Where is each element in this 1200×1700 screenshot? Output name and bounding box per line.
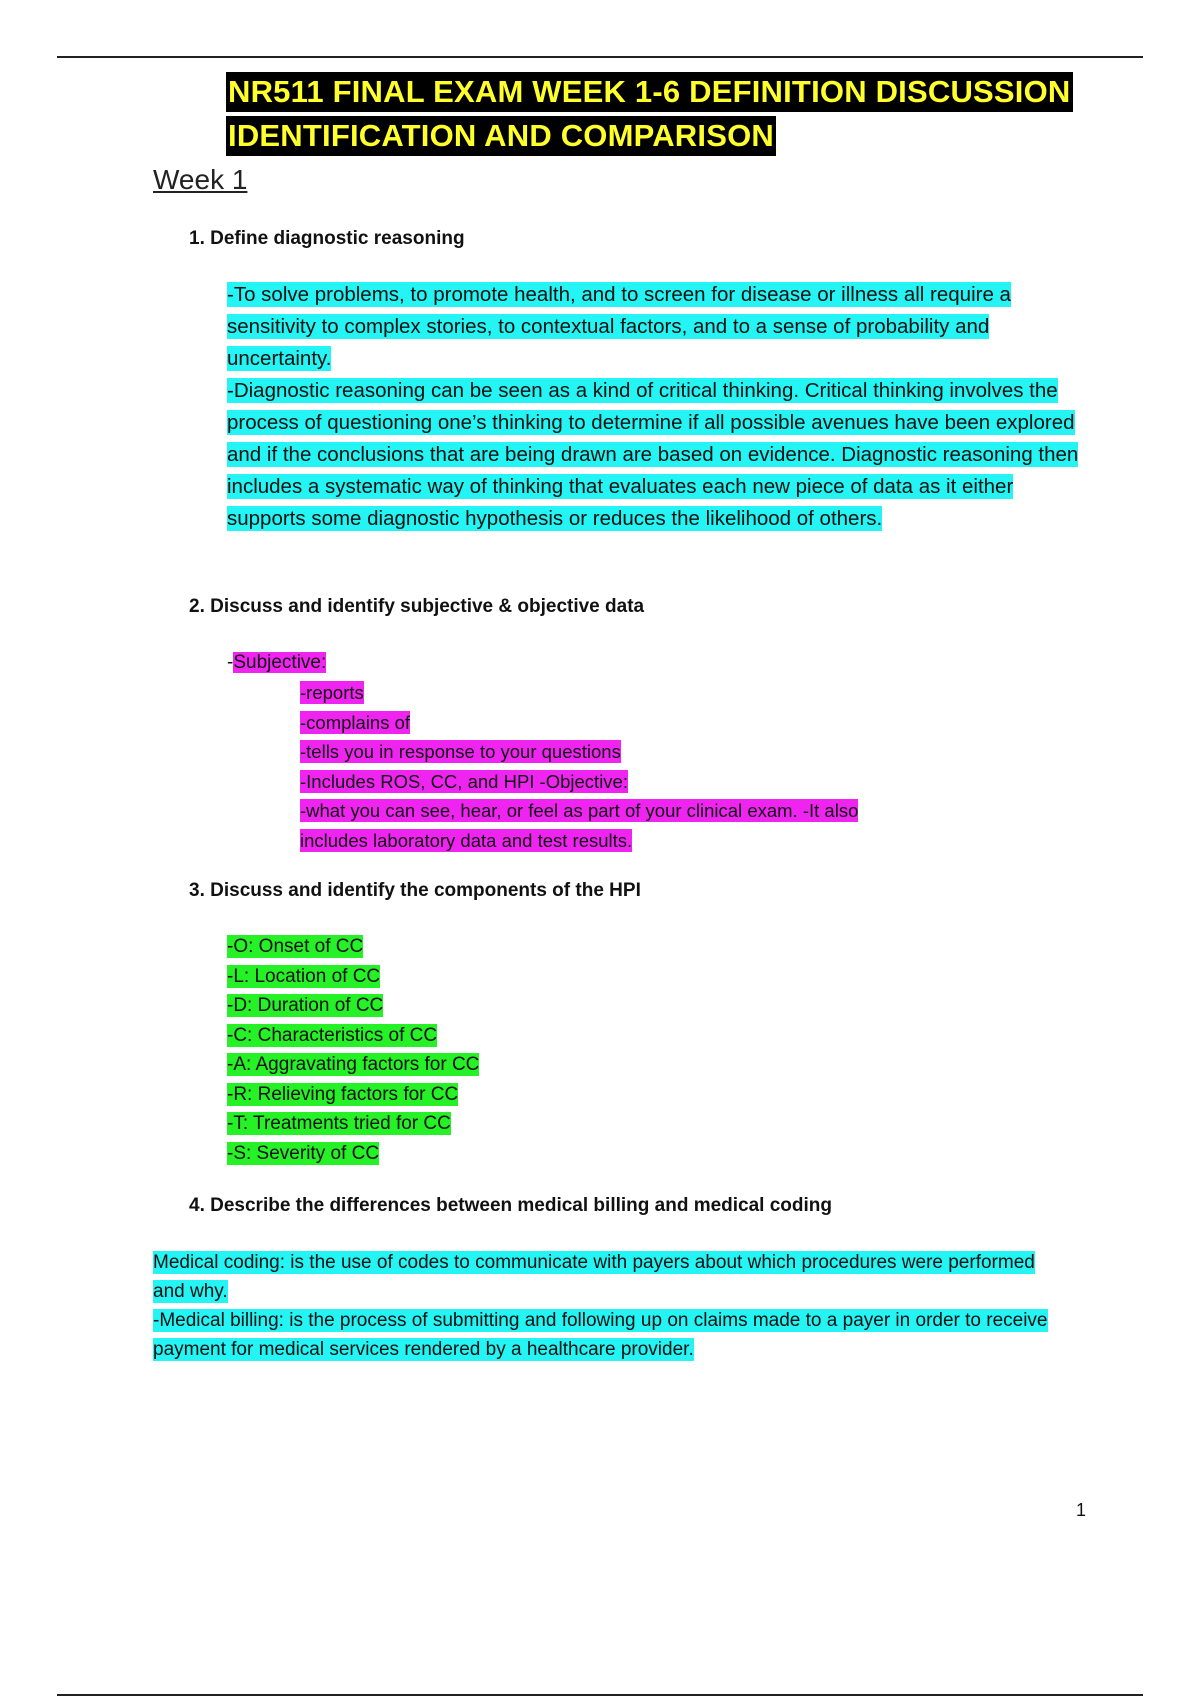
list-item: -C: Characteristics of CC [227, 1024, 438, 1046]
list-item: -L: Location of CC [227, 965, 381, 987]
medical-coding-text: Medical coding: is the use of codes to communicate with payers about which procedures were performed and why. [153, 1252, 1035, 1302]
subjective-list [300, 678, 940, 855]
title-line-2: IDENTIFICATION AND COMPARISON [226, 116, 776, 156]
page-number: 1 [1076, 1500, 1087, 1520]
list-item: -complains of [300, 711, 411, 733]
document-title [226, 72, 1086, 156]
subjective-dash: - [227, 652, 234, 673]
list-item: -reports [300, 682, 364, 703]
answer-4 [153, 1248, 1053, 1364]
list-item: -what you can see, hear, or feel as part of your clinical exam. -It also [300, 800, 859, 821]
question-4: 4. Describe the differences between medical billing and medical coding [189, 1195, 833, 1216]
subjective-label: Subjective: [233, 652, 327, 673]
answer-1-paragraph-1: -To solve problems, to promote health, and to screen for disease or illness all require a sensitivity to complex stories, to contextual factors, and to a sense of probability and uncertainty. [227, 283, 1011, 370]
list-item: -D: Duration of CC [227, 995, 384, 1016]
question-1: 1. Define diagnostic reasoning [189, 228, 465, 249]
answer-1 [227, 279, 1087, 535]
list-item: -O: Onset of CC [227, 936, 364, 957]
hpi-components-list [227, 932, 479, 1168]
top-rule [57, 56, 1143, 58]
subjective-heading [227, 648, 326, 678]
list-item: -T: Treatments tried for CC [227, 1113, 451, 1134]
answer-1-paragraph-2: -Diagnostic reasoning can be seen as a kind of critical thinking. Critical thinking involves the process of questioning one’s thinking to determine if all possible avenues have been explored and if the conclusions that are being drawn are based on evidence. Diagnostic reasoning then includes a systematic way of thinking that evaluates each new piece of data as it either supports some diagnostic hypothesis or reduces the likelihood of others. [227, 379, 1079, 530]
bottom-rule [57, 1694, 1143, 1696]
list-item: -S: Severity of CC [227, 1142, 380, 1164]
question-3: 3. Discuss and identify the components of the HPI [189, 880, 641, 901]
list-item: -R: Relieving factors for CC [227, 1083, 459, 1105]
title-line-1: NR511 FINAL EXAM WEEK 1-6 DEFINITION DISCUSSION [226, 72, 1073, 112]
list-item: includes laboratory data and test results. [300, 829, 633, 851]
list-item: -Includes ROS, CC, and HPI -Objective: [300, 770, 628, 792]
question-2: 2. Discuss and identify subjective & objective data [189, 596, 645, 617]
list-item: -A: Aggravating factors for CC [227, 1054, 480, 1075]
medical-billing-text: -Medical billing: is the process of submitting and following up on claims made to a payer in order to receive payment for medical services rendered by a healthcare provider. [153, 1310, 1048, 1360]
list-item: -tells you in response to your questions [300, 741, 621, 762]
week-heading: Week 1 [153, 164, 248, 195]
